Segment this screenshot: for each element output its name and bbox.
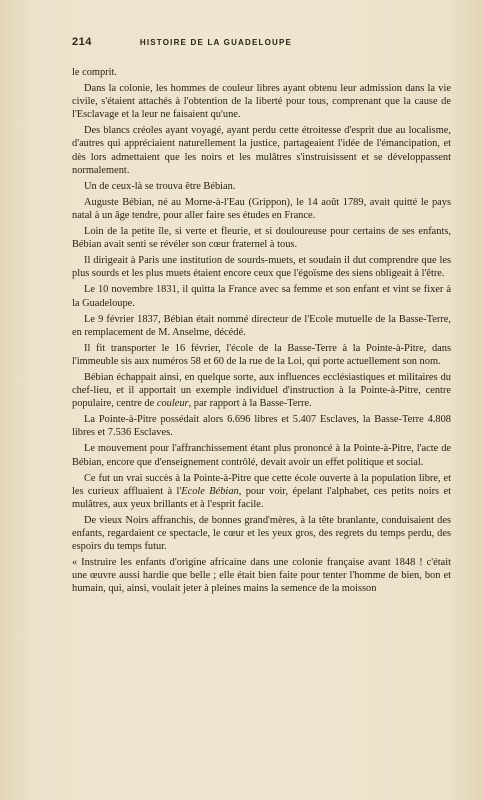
paragraph: Le 10 novembre 1831, il quitta la France avec sa femme et son enfant et vint se fixer à la Guadeloupe.	[72, 284, 451, 309]
paragraph: Bébian échappait ainsi, en quelque sorte, aux influences ecclésiastiques et militaires du chef-lieu, et il apportait un exemple individuel d'instruction à la Pointe-à-Pitre, centre populaire, centre de couleur, par rapport à la Basse-Terre.	[72, 371, 451, 410]
paragraph: Il dirigeait à Paris une institution de sourds-muets, et soudain il dut comprendre que les plus sourds et les plus muets étaient encore ceux que l'égoïsme des siens obligeait à l'être.	[72, 255, 451, 280]
paragraph: Le mouvement pour l'affranchissement étant plus prononcé à la Pointe-à-Pitre, l'acte de Bébian, encore que d'enseignement contrôlé, devait avoir un effet politique et social.	[72, 443, 451, 468]
paragraph: le comprit.	[72, 67, 118, 78]
paragraph: Le 9 février 1837, Bébian était nommé directeur de l'Ecole mutuelle de la Basse-Terre, en remplacement de M. Anselme, décédé.	[72, 313, 451, 338]
paragraph: Ce fut un vrai succès à la Pointe-à-Pitre que cette école ouverte à la population libre, et les curieux affluaient à l'Ecole Bébian, pour voir, épelant l'alphabet, ces petits noirs et mulâtres, aux yeux brillants et à l'esprit facile.	[72, 472, 451, 510]
paragraph: Des blancs créoles ayant voyagé, ayant perdu cette étroitesse d'esprit due au localisme, d'autres qui appréciaient naturellement la justice, partageaient l'idée de l'émancipation, et dès lors admettaient que les noirs et les mulâtres s'instruisissent et se développassent normalement.	[72, 125, 451, 176]
paragraph: Il fit transporter le 16 février, l'école de la Basse-Terre à la Pointe-à-Pitre, dans l'immeuble sis aux numéros 58 et 60 de la rue de la Loi, qui porte actuellement son nom.	[72, 342, 451, 367]
paragraph: La Pointe-à-Pitre possédait alors 6.696 libres et 5.407 Esclaves, la Basse-Terre 4.808 libres et 7.536 Esclaves.	[72, 414, 451, 439]
running-title: HISTOIRE DE LA GUADELOUPE	[139, 38, 293, 47]
page-header	[72, 36, 451, 58]
paragraph: Un de ceux-là se trouva être Bébian.	[84, 180, 236, 192]
paragraph: De vieux Noirs affranchis, de bonnes grand'mères, à la tête branlante, conduisaient des enfants, regardaient ce spectacle, le cœur et les yeux gros, des regrets du temps perdu, des espoirs du temps futur.	[72, 514, 451, 553]
body-text	[72, 66, 451, 595]
quote-paragraph: « Instruire les enfants d'origine africaine dans une colonie française avant 1848 ! c'était une œuvre aussi hardie que belle ; elle était bien faite pour tenter l'homme de bien, bon et humain, qui, ainsi, voulait jeter à pleines mains la semence de la moisson	[72, 557, 451, 595]
page-number: 214	[72, 36, 92, 48]
paragraph: Dans la colonie, les hommes de couleur libres ayant obtenu leur admission dans la vie civile, s'étaient attachés à l'obtention de la liberté pour tous, comprenant que la cause de l'Esclavage et la leur ne faisaient qu'une.	[72, 83, 451, 121]
paragraph: Loin de la petite île, si verte et fleurie, et si douloureuse pour certains de ses enfants, Bébian avait senti se révéler son cœur fraternel à tous.	[72, 226, 451, 251]
paragraph: Auguste Bébian, né au Morne-à-l'Eau (Grippon), le 14 août 1789, avait quitté le pays natal à un âge tendre, pour aller faire ses études en France.	[72, 196, 451, 221]
